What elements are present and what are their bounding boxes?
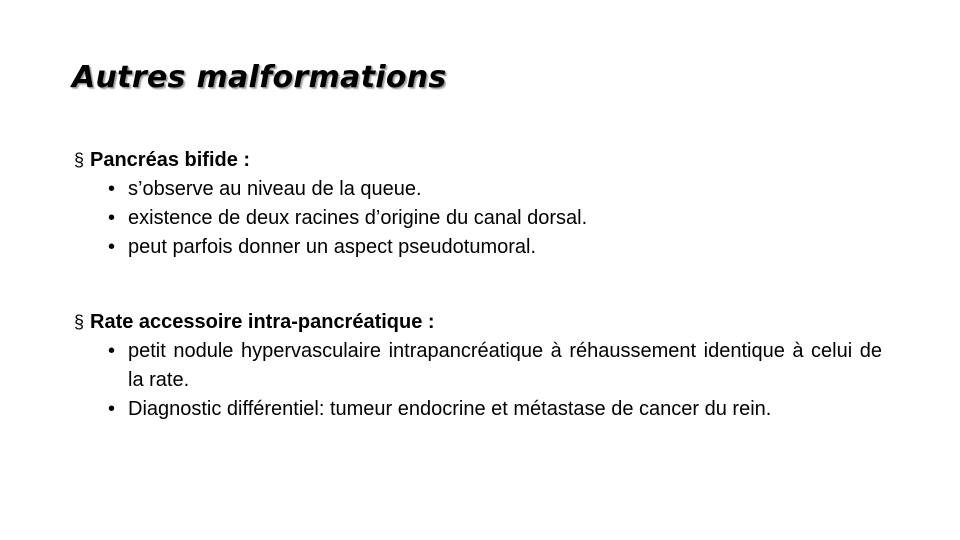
section-heading: [74, 308, 882, 337]
bullet-icon: •: [108, 398, 116, 420]
list-item: [74, 204, 882, 233]
section-pancreas-bifide: [74, 146, 882, 262]
section-heading-text: Rate accessoire intra-pancréatique :: [90, 311, 435, 333]
list-item-text: existence de deux racines d’origine du canal dorsal.: [128, 207, 588, 229]
section-marker-icon: §: [74, 150, 85, 170]
list-item: [74, 337, 882, 395]
list-item: [74, 233, 882, 262]
list-item-text: s’observe au niveau de la queue.: [128, 178, 422, 200]
section-heading: [74, 146, 882, 175]
bullet-icon: •: [108, 207, 116, 229]
section-rate-accessoire: [74, 308, 882, 424]
bullet-list: [74, 175, 882, 262]
list-item: [74, 395, 882, 424]
bullet-icon: •: [108, 236, 116, 258]
list-item-text: petit nodule hypervasculaire intrapancréatique à réhaussement identique à celui de la rate.: [128, 340, 882, 391]
bullet-list: [74, 337, 882, 424]
list-item-text: Diagnostic différentiel: tumeur endocrine et métastase de cancer du rein.: [128, 398, 772, 420]
section-heading-text: Pancréas bifide :: [90, 149, 251, 171]
list-item: [74, 175, 882, 204]
bullet-icon: •: [108, 340, 116, 362]
bullet-icon: •: [108, 178, 116, 200]
list-item-text: peut parfois donner un aspect pseudotumoral.: [128, 236, 537, 258]
slide-title: Autres malformations: [72, 60, 447, 95]
section-marker-icon: §: [74, 312, 85, 332]
